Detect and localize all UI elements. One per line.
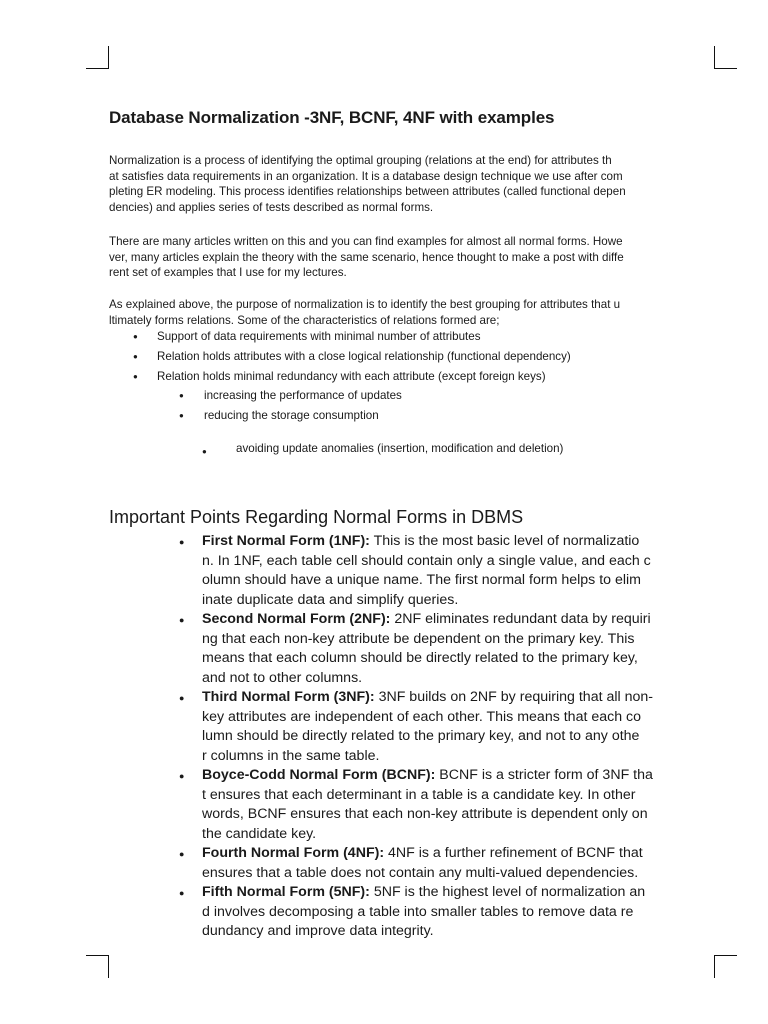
document-title: Database Normalization -3NF, BCNF, 4NF with examples: [109, 108, 555, 127]
list-item-1nf: [109, 532, 715, 610]
bullet-icon: ●: [202, 447, 207, 456]
list-line: olumn should have a unique name. The first normal form helps to elim: [202, 572, 641, 588]
list-line: key attributes are independent of each other. This means that each co: [202, 708, 642, 725]
term: Third Normal Form (3NF):: [202, 689, 375, 705]
paragraph-articles: [109, 234, 715, 281]
list-line: words, BCNF ensures that each non-key attribute is dependent only on: [202, 806, 648, 822]
paragraph-line: rent set of examples that I use for my lectures.: [109, 266, 347, 279]
term: Fourth Normal Form (4NF):: [202, 845, 385, 861]
list-item: ● Support of data requirements with minimal number of attributes: [109, 329, 571, 349]
list-item-2nf: [109, 610, 715, 688]
list-line: [202, 766, 715, 786]
paragraph-line: There are many articles written on this and you can find examples for almost all normal forms. Howe: [109, 235, 623, 248]
list-item: ● Relation holds attributes with a close logical relationship (functional dependency): [109, 349, 571, 369]
paragraph-line: As explained above, the purpose of normalization is to identify the best grouping for attributes that u: [109, 298, 621, 311]
definition-text: This is the most basic level of normalizatio: [369, 533, 640, 549]
paragraph-intro: [109, 153, 715, 215]
paragraph-line: at satisfies data requirements in an organization. It is a database design technique we use after com: [109, 169, 623, 183]
list-item: ● reducing the storage consumption: [109, 408, 402, 428]
list-line: n. In 1NF, each table cell should contain only a single value, and each c: [202, 552, 651, 569]
paragraph-line: ltimately forms relations. Some of the characteristics of relations formed are;: [109, 313, 500, 327]
benefits-sublist: [109, 388, 402, 428]
list-line: ensures that a table does not contain any multi-valued dependencies.: [202, 864, 639, 881]
definition-text: 2NF eliminates redundant data by requiri: [390, 611, 651, 627]
crop-mark-bottom-left: [86, 955, 109, 978]
crop-mark-top-right: [714, 46, 737, 69]
list-line: inate duplicate data and simplify queries.: [202, 591, 459, 608]
crop-mark-top-left: [86, 46, 109, 69]
list-item-5nf: [109, 883, 715, 942]
paragraph-purpose: [109, 297, 715, 328]
list-line: [202, 532, 715, 552]
term: First Normal Form (1NF):: [202, 533, 370, 549]
paragraph-line: dencies) and applies series of tests described as normal forms.: [109, 200, 434, 214]
list-item-3nf: [109, 688, 715, 766]
characteristics-list: [109, 329, 571, 389]
list-line: means that each column should be directly related to the primary key,: [202, 650, 638, 666]
term: Boyce-Codd Normal Form (BCNF):: [202, 767, 436, 783]
definition-text: 3NF builds on 2NF by requiring that all non-: [374, 689, 653, 705]
crop-mark-bottom-right: [714, 955, 737, 978]
list-line: lumn should be directly related to the primary key, and not to any othe: [202, 728, 640, 744]
term: Second Normal Form (2NF):: [202, 611, 391, 627]
normal-forms-list: [109, 532, 715, 942]
list-line: [202, 688, 715, 708]
paragraph-line: Normalization is a process of identifying the optimal grouping (relations at the end) for attributes th: [109, 154, 612, 167]
list-line: the candidate key.: [202, 825, 317, 842]
list-line: t ensures that each determinant in a table is a candidate key. In other: [202, 786, 636, 803]
paragraph-line: ver, many articles explain the theory with the same scenario, hence thought to make a post with diffe: [109, 250, 624, 264]
list-line: and not to other columns.: [202, 669, 363, 686]
definition-text: 5NF is the highest level of normalization an: [369, 884, 646, 900]
list-line: r columns in the same table.: [202, 747, 380, 764]
list-line: dundancy and improve data integrity.: [202, 923, 434, 939]
definition-text: BCNF is a stricter form of 3NF tha: [435, 767, 653, 783]
list-item-bcnf: [109, 766, 715, 844]
list-line: [202, 844, 715, 864]
list-item: avoiding update anomalies (insertion, modification and deletion): [236, 442, 564, 455]
term: Fifth Normal Form (5NF):: [202, 884, 370, 900]
section-heading: Important Points Regarding Normal Forms in DBMS: [109, 507, 524, 527]
list-item: ● increasing the performance of updates: [109, 388, 402, 408]
list-line: [202, 883, 715, 903]
list-line: ng that each non-key attribute be dependent on the primary key. This: [202, 630, 635, 647]
paragraph-line: pleting ER modeling. This process identifies relationships between attributes (called functional depen: [109, 185, 626, 198]
list-line: [202, 610, 715, 630]
definition-text: 4NF is a further refinement of BCNF that: [384, 845, 643, 861]
list-item-4nf: [109, 844, 715, 883]
list-line: d involves decomposing a table into smaller tables to remove data re: [202, 903, 634, 920]
list-item: ● Relation holds minimal redundancy with each attribute (except foreign keys): [109, 369, 571, 389]
